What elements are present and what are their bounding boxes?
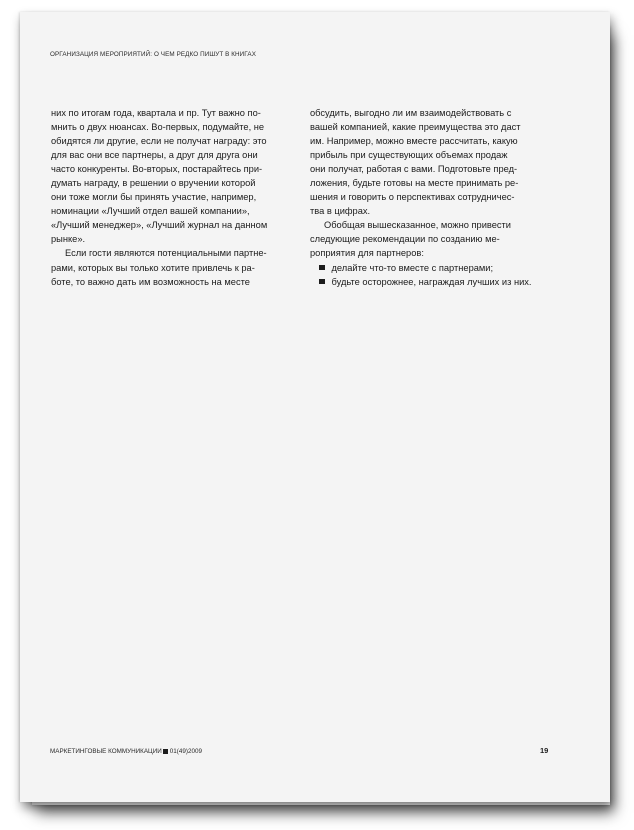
footer-publication	[50, 748, 202, 755]
text-line: номинации «Лучший отдел вашей компании»,	[51, 206, 250, 217]
text-line: ложения, будьте готовы на месте принимать ре-	[310, 178, 519, 189]
text-line: им. Например, можно вместе рассчитать, какую	[310, 136, 518, 147]
bullet-item	[310, 275, 552, 289]
text-line: вашей компанией, какие преимущества это даст	[310, 122, 521, 133]
text-line: них по итогам года, квартала и пр. Тут важно по-	[51, 108, 261, 118]
paragraph-start-line: Обобщая вышесказанное, можно привести	[324, 220, 511, 231]
text-line: «Лучший менеджер», «Лучший журнал на данном	[51, 220, 268, 231]
document-page	[20, 12, 610, 802]
bullet-item	[310, 261, 552, 275]
text-line: тва в цифрах.	[310, 206, 371, 217]
text-line: часто конкуренты. Во-вторых, постарайтесь при-	[51, 164, 263, 175]
text-line: обидятся ли другие, если не получат награду: это	[51, 136, 267, 147]
page-number: 19	[540, 746, 549, 755]
square-separator-icon	[163, 749, 168, 754]
left-column	[51, 106, 293, 289]
text-line: рынке».	[51, 234, 86, 245]
text-line: обсудить, выгодно ли им взаимодействовать с	[310, 108, 512, 118]
square-bullet-icon	[319, 265, 325, 271]
text-line: они тоже могли бы принять участие, например,	[51, 192, 257, 203]
text-line: боте, то важно дать им возможность на месте	[51, 276, 250, 287]
publication-title: МАРКЕТИНГОВЫЕ КОММУНИКАЦИИ	[50, 748, 162, 755]
text-line: шения и говорить о перспективах сотрудничес-	[310, 192, 515, 203]
right-column	[310, 106, 552, 289]
text-line: рами, которых вы только хотите привлечь к ра-	[51, 262, 255, 273]
text-line: роприятия для партнеров:	[310, 248, 424, 259]
paragraph-start-line: Если гости являются потенциальными партне-	[65, 248, 267, 259]
text-line: прибыль при существующих объемах продаж	[310, 150, 508, 161]
text-line: они получат, работая с вами. Подготовьте пред-	[310, 164, 518, 175]
text-line: думать награду, в решении о вручении которой	[51, 178, 256, 189]
running-header: ОРГАНИЗАЦИЯ МЕРОПРИЯТИЙ: О ЧЕМ РЕДКО ПИШУТ В КНИГАХ	[50, 51, 256, 58]
bullet-text: делайте что-то вместе с партнерами;	[331, 262, 494, 273]
text-line: следующие рекомендации по созданию ме-	[310, 234, 500, 245]
bullet-text: будьте осторожнее, награждая лучших из них.	[331, 276, 532, 287]
square-bullet-icon	[319, 279, 325, 285]
text-line: мнить о двух нюансах. Во-первых, подумайте, не	[51, 122, 265, 133]
issue-number: 01(49)2009	[169, 748, 202, 755]
text-line: для вас они все партнеры, а друг для друга они	[51, 150, 258, 161]
